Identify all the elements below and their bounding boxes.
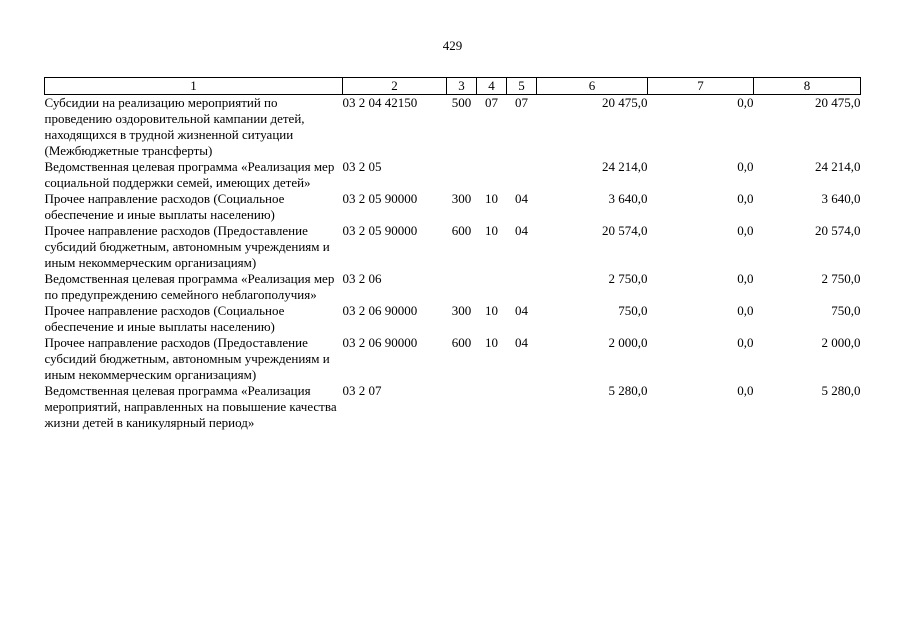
row-code: 03 2 05 90000 <box>342 223 418 238</box>
table-row <box>45 303 861 335</box>
row-col3: 600 <box>451 335 472 350</box>
column-header: 4 <box>477 78 507 95</box>
row-col3: 300 <box>451 191 472 206</box>
row-code: 03 2 06 90000 <box>342 303 418 318</box>
row-col3: 500 <box>451 95 472 110</box>
table-row <box>45 223 861 271</box>
table-row <box>45 383 861 431</box>
column-header: 5 <box>507 78 537 95</box>
row-col4 <box>477 383 507 431</box>
budget-table <box>44 77 861 431</box>
header-row <box>45 78 861 95</box>
row-col4 <box>477 271 507 303</box>
table-row <box>45 95 861 160</box>
row-name: Прочее направление расходов (Социальное обеспечение и иные выплаты населению) <box>44 191 285 222</box>
row-col7: 0,0 <box>737 95 754 110</box>
table-row <box>45 271 861 303</box>
row-col5 <box>507 271 537 303</box>
row-col3 <box>447 383 477 431</box>
row-col8: 750,0 <box>831 303 861 318</box>
page-number: 429 <box>442 38 463 53</box>
table-row <box>45 191 861 223</box>
row-name: Прочее направление расходов (Предоставление субсидий бюджетным, автономным учреждениям и иным некоммерческим организациям) <box>44 335 330 382</box>
row-col6: 2 000,0 <box>608 335 648 350</box>
row-col8: 2 000,0 <box>821 335 861 350</box>
row-col7: 0,0 <box>737 159 754 174</box>
row-col5: 04 <box>515 335 528 350</box>
row-col5: 07 <box>515 95 528 110</box>
row-col8: 24 214,0 <box>815 159 861 174</box>
column-header: 1 <box>45 78 343 95</box>
row-col6: 5 280,0 <box>608 383 648 398</box>
row-col5 <box>507 383 537 431</box>
row-col5: 04 <box>515 223 528 238</box>
row-col3: 600 <box>451 223 472 238</box>
row-code: 03 2 06 90000 <box>342 335 418 350</box>
row-name: Ведомственная целевая программа «Реализация мероприятий, направленных на повышение качества жизни детей в каникулярный период» <box>44 383 337 430</box>
table-row <box>45 159 861 191</box>
row-col6: 20 574,0 <box>602 223 648 238</box>
row-name: Ведомственная целевая программа «Реализация мер социальной поддержки семей, имеющих детей» <box>44 159 335 190</box>
row-col7: 0,0 <box>737 271 754 286</box>
row-col3: 300 <box>451 303 472 318</box>
row-col5: 04 <box>515 191 528 206</box>
row-col4: 10 <box>485 303 498 318</box>
row-col8: 2 750,0 <box>821 271 861 286</box>
row-name: Субсидии на реализацию мероприятий по проведению оздоровительной кампании детей, находящихся в трудной жизненной ситуации (Межбюджетные трансферты) <box>44 95 305 158</box>
row-col4 <box>477 159 507 191</box>
row-code: 03 2 05 90000 <box>342 191 418 206</box>
row-col7: 0,0 <box>737 303 754 318</box>
column-header: 7 <box>648 78 754 95</box>
row-name: Ведомственная целевая программа «Реализация мер по предупреждению семейного неблагополучия» <box>44 271 335 302</box>
column-header: 3 <box>447 78 477 95</box>
row-col7: 0,0 <box>737 191 754 206</box>
row-col4: 10 <box>485 223 498 238</box>
row-code: 03 2 07 <box>342 383 382 398</box>
column-header: 2 <box>343 78 447 95</box>
row-col5: 04 <box>515 303 528 318</box>
row-col6: 750,0 <box>618 303 648 318</box>
row-col4: 07 <box>485 95 498 110</box>
row-name: Прочее направление расходов (Социальное обеспечение и иные выплаты населению) <box>44 303 285 334</box>
row-col6: 3 640,0 <box>608 191 648 206</box>
row-code: 03 2 06 <box>342 271 382 286</box>
row-col7: 0,0 <box>737 383 754 398</box>
column-header: 6 <box>537 78 648 95</box>
row-col4: 10 <box>485 335 498 350</box>
row-name: Прочее направление расходов (Предоставление субсидий бюджетным, автономным учреждениям и иным некоммерческим организациям) <box>44 223 330 270</box>
row-col5 <box>507 159 537 191</box>
row-col3 <box>447 271 477 303</box>
column-header: 8 <box>754 78 861 95</box>
row-col8: 20 475,0 <box>815 95 861 110</box>
row-col6: 20 475,0 <box>602 95 648 110</box>
row-col8: 5 280,0 <box>821 383 861 398</box>
row-col8: 3 640,0 <box>821 191 861 206</box>
row-col8: 20 574,0 <box>815 223 861 238</box>
row-col6: 2 750,0 <box>608 271 648 286</box>
row-col4: 10 <box>485 191 498 206</box>
row-col6: 24 214,0 <box>602 159 648 174</box>
row-col7: 0,0 <box>737 223 754 238</box>
row-col3 <box>447 159 477 191</box>
table-row <box>45 335 861 383</box>
row-code: 03 2 04 42150 <box>342 95 418 110</box>
row-code: 03 2 05 <box>342 159 382 174</box>
row-col7: 0,0 <box>737 335 754 350</box>
